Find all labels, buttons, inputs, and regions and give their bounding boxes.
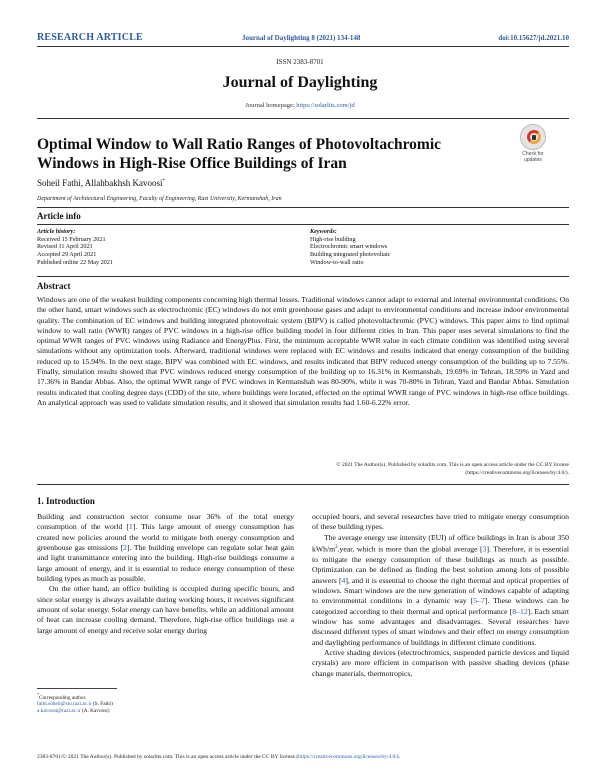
text-span: Building and construction sector consume near 36% of the total energy consumption of the world [ (37, 512, 294, 532)
citation-link[interactable]: 1 (128, 522, 133, 532)
accepted-date: Accepted 29 April 2021 (37, 251, 97, 259)
keyword-item: Window-to-wall ratio (310, 258, 364, 266)
footer-license-link[interactable]: https://creativecommons.org/licenses/by/4.0/ (298, 754, 397, 760)
abstract-text: Windows are one of the weakest building components concerning high thermal losses. Traditional windows cannot adapt to external and internal environmental conditions. On the other hand, smart windows such as electrochromic (EC) windows do not emit greenhouse gases and adapt to environmental conditions and increase indoor environmental quality. The combination of EC windows and building integrated photovoltaic system (BIPV) is called photovoltachromic (PVC) windows. This paper aims to find optimal window to wall ratio (WWR) ranges of PVC windows in a high-rise office building model in four different cities in Iran. This paper uses several simulations to find the optimal WWR ranges of PVC windows using Radiance and EnergyPlus. First, the minimum acceptable WWR value in each climate condition was identified using several simulations without any optimization tools. Afterward, traditional windows were replaced with EC windows and results indicated that energy consumption of the building reduced up to 15.94%. In the next stage, BIPV was combined with EC windows, and results indicated that BIPV reduced energy consumption of the building up to 7.55%. Finally, simulation results showed that PVC windows reduced energy consumption of the building up to 16.31% in Kermanshah, 19.69% in Tehran, 18.59% in Yazd and 17.36% in Bandar Abbas. Also, the optimal WWR range of PVC windows in Kermanshah was 80-90%, while it was 70-80% in Tehran, Yazd and Bandar Abbas. Simulation results indicated that cooling degree days (CDD) of the site, where buildings were located, effected on the optimal WWR range of PVC windows in high-rise office buildings. An analytical approach was used to validate simulation results, and it showed that simulation results had 1.60-6.22% error. (37, 295, 569, 407)
info-heading-divider (37, 224, 569, 225)
text-span: ]. Therefore, it is essential to mitigate the energy consumption of these buildings as much as possible. Optimization can be defined as finding the best solution among lots of possible answers [ (312, 544, 569, 585)
footer-text: 2383-8701/© 2021 The Author(s). Published by solarlits.com. This is an open access article under the CC BY license ( (37, 754, 299, 760)
corresponding-author-mark: * (162, 179, 165, 184)
revised-date: Revised 11 April 2021 (37, 243, 93, 251)
text-span: ]. This large amount of energy consumption has created new policies around the world to mitigate both energy consumption and greenhouse gas emissions [ (37, 522, 294, 553)
masthead-divider (37, 118, 569, 119)
text-span: ], and it is essential to choose the right thermal and optical properties of windows. Smart windows are the new generation of windows capable of adapting to environmental conditions in a dynamic way [ (312, 575, 569, 606)
author-names: Soheil Fathi, Allahbakhsh Kavoosi (37, 178, 163, 188)
keyword-item: Building integrated photovoltaic (310, 251, 391, 259)
keyword-item: High-rise building (310, 235, 356, 243)
text-span: ]. The building envelope can regulate solar heat gain and light transmittance entering into the building. High-rise buildings consume a large amount of energy, and it is essential to reduce energy consumption of these building types as much as possible. (37, 543, 295, 584)
citation-link[interactable]: 4 (341, 575, 346, 585)
abstract-bottom-divider (37, 484, 569, 485)
homepage-label: Journal homepage: (245, 102, 297, 109)
homepage-link[interactable]: https://solarlits.com/jd (296, 102, 355, 109)
authors (37, 178, 165, 188)
doi-link[interactable]: doi:10.15627/jd.2021.10 (498, 34, 569, 42)
check-for-updates-icon (520, 124, 546, 150)
text-span: ]. Each smart window has some advantages and disadvantages. Several researches have discussed different types of smart windows and their effect on energy consumption and daylighting performance of buildings in different climate conditions. (312, 606, 569, 647)
received-date: Received 15 February 2021 (37, 235, 106, 243)
superscript: 2 (335, 545, 338, 551)
author-email-1[interactable]: fathi.soheil@stu.razi.ac.ir (37, 701, 92, 708)
license-line-2[interactable]: (https://creativecommons.org/licenses/by/4.0/). (465, 469, 569, 476)
citation-link[interactable]: 2 (123, 543, 127, 553)
page-footer (37, 754, 569, 760)
author-name-2: (A. Kavoosi) (80, 708, 110, 715)
journal-homepage (0, 102, 600, 109)
license-line-1: © 2021 The Author(s). Published by solarlits.com. This is an open access article under the CC BY license (336, 462, 569, 468)
paper-title-line-1: Optimal Window to Wall Ratio Ranges of Photovoltachromic (37, 136, 442, 153)
badge-text (516, 152, 550, 163)
text-span: The average energy use intensity (EUI) of office buildings in Iran is about 350 kWh/m (312, 532, 569, 554)
corresponding-author-footnote: *Corresponding author. fathi.soheil@stu.razi.ac.ir (S. Fathi) a.kavoosi@razi.ac.ir (A. Kavoosi) (37, 692, 113, 715)
article-history (37, 228, 113, 267)
journal-reference[interactable]: Journal of Daylighting 8 (2021) 134-148 (242, 34, 361, 42)
author-email-2[interactable]: a.kavoosi@razi.ac.ir (37, 708, 81, 715)
keywords-heading: Keywords: (310, 228, 337, 235)
intro-paragraph-3 (312, 533, 569, 648)
footnote-divider (37, 688, 117, 689)
keyword-item: Electrochromic smart windows (310, 243, 388, 251)
intro-paragraph-2: On the other hand, an office building is occupied during specific hours, and since solar energy is always available during working hours, it receives significant amount of solar energy. Solar energy can have benefits, while an additional amount of heat can increase cooling demand. Therefore, high-rise office buildings use a large amount of energy and receive solar energy during (37, 584, 294, 635)
check-for-updates-badge[interactable] (516, 124, 550, 168)
abstract-license (209, 462, 569, 477)
text-span: ]. These windows can be categorized according to their thermal and optical performance [ (312, 596, 569, 616)
citation-link[interactable]: 3 (482, 544, 487, 554)
history-heading: Article history: (37, 228, 76, 235)
author-name-1: (S. Fathi) (91, 701, 113, 708)
paper-title (37, 135, 497, 173)
affiliation: Department of Architectural Engineering, Faculty of Engineering, Razi University, Kermanshah, Iran (37, 196, 282, 202)
issn: ISSN 2383-8701 (276, 58, 324, 66)
paper-title-line-2: Windows in High-Rise Office Buildings of Iran (37, 155, 347, 172)
body-column-right (312, 512, 569, 679)
intro-paragraph-2-cont: occupied hours, and several researches have tried to mitigate energy consumption of these building types. (312, 512, 569, 532)
published-date: Published online 22 May 2021 (37, 258, 113, 266)
footer-end: ). (396, 754, 400, 760)
article-type-label: RESEARCH ARTICLE (37, 32, 143, 43)
intro-paragraph-4: Active shading devices (electrochromics, suspended particle devices and liquid crystals) are more efficient in comparison with passive shading devices (phase change materials, thermotropics, (312, 648, 569, 678)
journal-title: Journal of Daylighting (222, 74, 378, 91)
abstract-heading: Abstract (37, 281, 71, 291)
citation-link[interactable]: 8–12 (512, 606, 528, 616)
body-column-left (37, 512, 294, 636)
text-span: .year, which is more than the global average [ (337, 544, 483, 554)
intro-paragraph-1 (37, 512, 294, 584)
header-divider (37, 46, 569, 47)
info-top-divider (37, 207, 569, 208)
abstract-top-divider (37, 276, 569, 277)
page-header (37, 32, 569, 44)
introduction-heading: 1. Introduction (37, 496, 95, 506)
article-info-heading: Article info (37, 211, 81, 221)
keywords (310, 228, 390, 267)
badge-text-line-1: Check for (522, 151, 544, 157)
corresponding-label: Corresponding author. (39, 694, 87, 701)
citation-link[interactable]: 5–7 (473, 596, 485, 606)
badge-text-line-2: updates (524, 156, 542, 163)
